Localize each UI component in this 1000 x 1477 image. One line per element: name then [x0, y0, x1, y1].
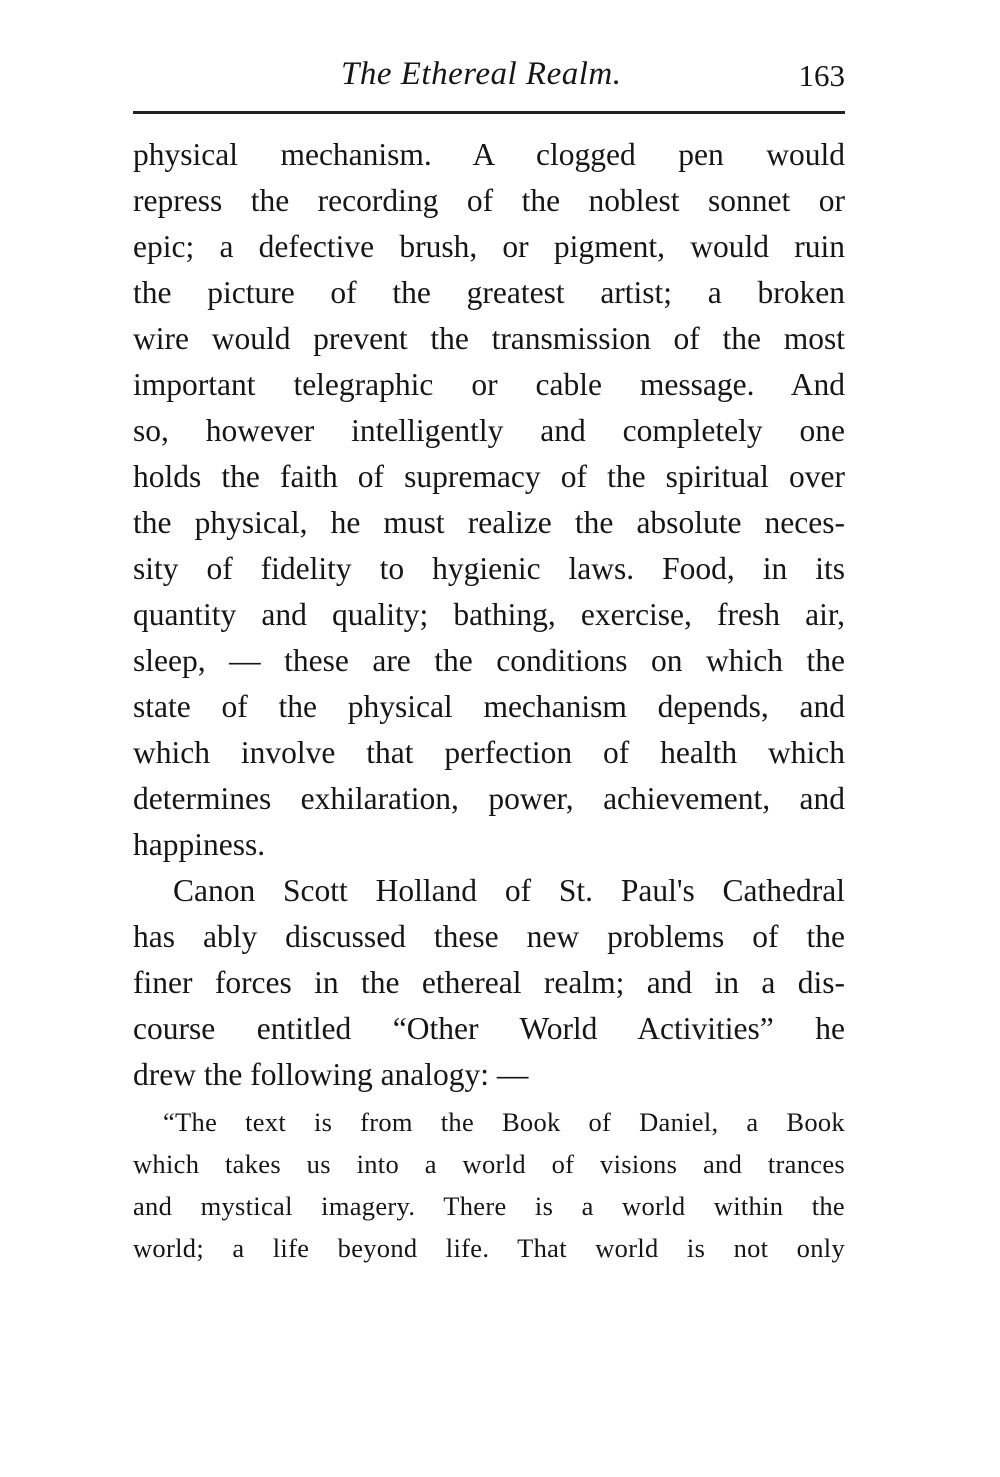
text-line: sity of fidelity to hygienic laws. Food, in its — [133, 551, 845, 586]
running-head — [133, 52, 845, 102]
text-line: the picture of the greatest artist; a broken — [133, 275, 845, 310]
text-line: important telegraphic or cable message. And — [133, 367, 845, 402]
page-number: 163 — [798, 58, 845, 93]
header-rule — [133, 111, 845, 114]
paragraph-2 — [133, 868, 845, 1098]
quote-line: world; a life beyond life. That world is not only — [133, 1233, 845, 1263]
text-line: epic; a defective brush, or pigment, would ruin — [133, 229, 845, 264]
text-line: sleep, — these are the conditions on which the — [133, 643, 845, 678]
text-line: drew the following analogy: — — [133, 1057, 529, 1092]
running-title: The Ethereal Realm. — [341, 56, 622, 92]
text-line: Canon Scott Holland of St. Paul's Cathedral — [173, 873, 845, 908]
text-line: state of the physical mechanism depends, and — [133, 689, 845, 724]
quote-line: “The text is from the Book of Daniel, a Book — [163, 1107, 845, 1137]
quote-line: which takes us into a world of visions and trances — [133, 1149, 845, 1179]
text-line: has ably discussed these new problems of the — [133, 919, 845, 954]
text-line: the physical, he must realize the absolute neces- — [133, 505, 845, 540]
block-quotation — [133, 1101, 845, 1269]
text-line: repress the recording of the noblest sonnet or — [133, 183, 845, 218]
text-line: physical mechanism. A clogged pen would — [133, 137, 845, 172]
text-line: so, however intelligently and completely one — [133, 413, 845, 448]
text-line: wire would prevent the transmission of the most — [133, 321, 845, 356]
quote-line: and mystical imagery. There is a world within the — [133, 1191, 845, 1221]
text-line: holds the faith of supremacy of the spiritual over — [133, 459, 845, 494]
text-line: happiness. — [133, 827, 266, 862]
text-line: quantity and quality; bathing, exercise, fresh air, — [133, 597, 845, 632]
text-line: course entitled “Other World Activities” he — [133, 1011, 845, 1046]
text-line: finer forces in the ethereal realm; and in a dis- — [133, 965, 845, 1000]
text-line: determines exhilaration, power, achievement, and — [133, 781, 845, 816]
text-line: which involve that perfection of health which — [133, 735, 845, 770]
body-text — [133, 132, 845, 1098]
paragraph-1 — [133, 132, 845, 868]
